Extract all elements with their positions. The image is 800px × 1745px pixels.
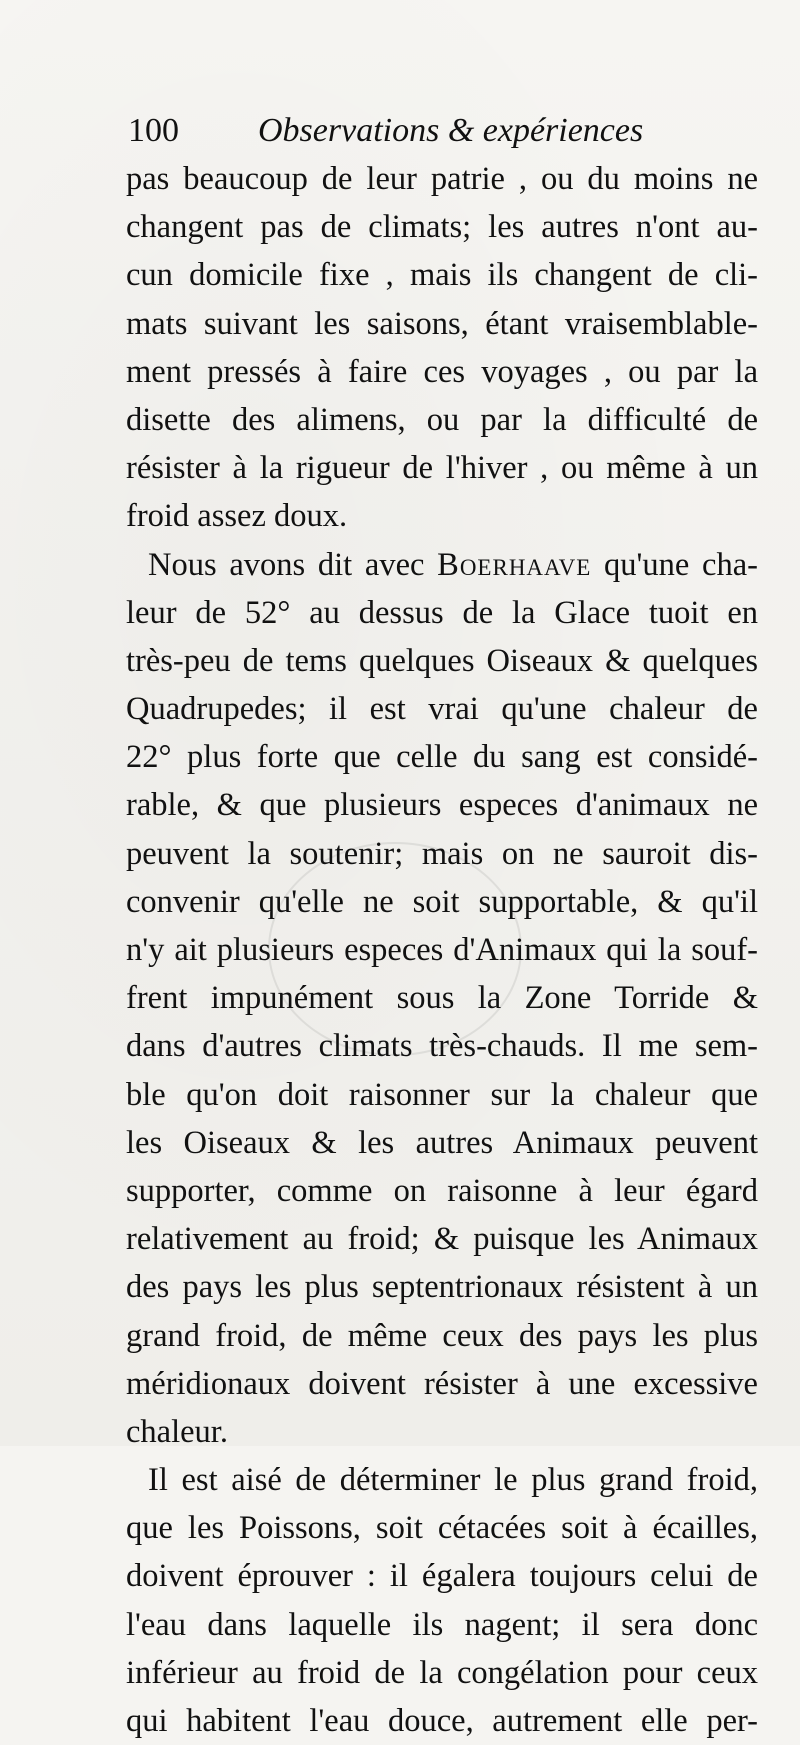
text-line: méridionaux doivent résister à une excessive <box>126 1365 758 1402</box>
running-title: Observations & expériences <box>258 112 644 149</box>
body-text <box>126 155 758 1745</box>
text-line: froid assez doux. <box>126 498 348 535</box>
paragraph <box>126 1456 758 1745</box>
text-line: changent pas de climats; les autres n'ont au- <box>126 209 758 246</box>
text-segment: Nous avons dit avec <box>148 546 438 583</box>
text-line: 22° plus forte que celle du sang est considé- <box>126 739 758 776</box>
text-line: doivent éprouver : il égalera toujours celui de <box>126 1558 758 1595</box>
text-line: des pays les plus septentrionaux résistent à un <box>126 1269 758 1306</box>
text-line: qui habitent l'eau douce, autrement elle per- <box>126 1703 758 1739</box>
text-line: leur de 52° au dessus de la Glace tuoit en <box>126 594 758 631</box>
text-line: n'y ait plusieurs especes d'Animaux qui la souf- <box>126 932 758 968</box>
text-line <box>126 541 758 589</box>
text-line: convenir qu'elle ne soit supportable, & qu'il <box>126 883 758 920</box>
text-line: les Oiseaux & les autres Animaux peuvent <box>126 1124 758 1161</box>
text-line: résister à la rigueur de l'hiver , ou même à un <box>126 450 758 487</box>
text-line: mats suivant les saisons, étant vraisemblable- <box>126 305 758 342</box>
text-line: ble qu'on doit raisonner sur la chaleur que <box>126 1076 758 1113</box>
text-line: relativement au froid; & puisque les Animaux <box>126 1221 758 1258</box>
text-line: cun domicile fixe , mais ils changent de cli- <box>126 257 758 294</box>
text-line: peuvent la soutenir; mais on ne sauroit dis- <box>126 835 758 872</box>
author-name: Boerhaave <box>437 546 592 583</box>
text-line: ment pressés à faire ces voyages , ou par la <box>126 353 758 390</box>
paragraph <box>126 541 758 1457</box>
text-line: Quadrupedes; il est vrai qu'une chaleur de <box>126 691 758 728</box>
page-number: 100 <box>128 112 179 149</box>
text-line: chaleur. <box>126 1413 228 1450</box>
text-segment: qu'une cha- <box>591 546 758 583</box>
text-line: très-peu de tems quelques Oiseaux & quelques <box>126 642 758 679</box>
text-line: inférieur au froid de la congélation pour ceux <box>126 1654 758 1691</box>
text-line: supporter, comme on raisonne à leur égard <box>126 1172 758 1209</box>
text-line: disette des alimens, ou par la difficulté de <box>126 401 758 438</box>
text-line: que les Poissons, soit cétacées soit à écailles, <box>126 1510 758 1547</box>
text-line: dans d'autres climats très-chauds. Il me sem- <box>126 1028 758 1065</box>
text-line: frent impunément sous la Zone Torride & <box>126 980 758 1017</box>
paragraph <box>126 155 758 541</box>
text-line: l'eau dans laquelle ils nagent; il sera donc <box>126 1606 758 1643</box>
text-line: Il est aisé de déterminer le plus grand froid, <box>148 1462 758 1499</box>
text-line: grand froid, de même ceux des pays les plus <box>126 1317 758 1354</box>
text-line: pas beaucoup de leur patrie , ou du moins ne <box>126 161 758 197</box>
page-header <box>128 108 768 154</box>
text-line: rable, & que plusieurs especes d'animaux ne <box>126 787 758 824</box>
